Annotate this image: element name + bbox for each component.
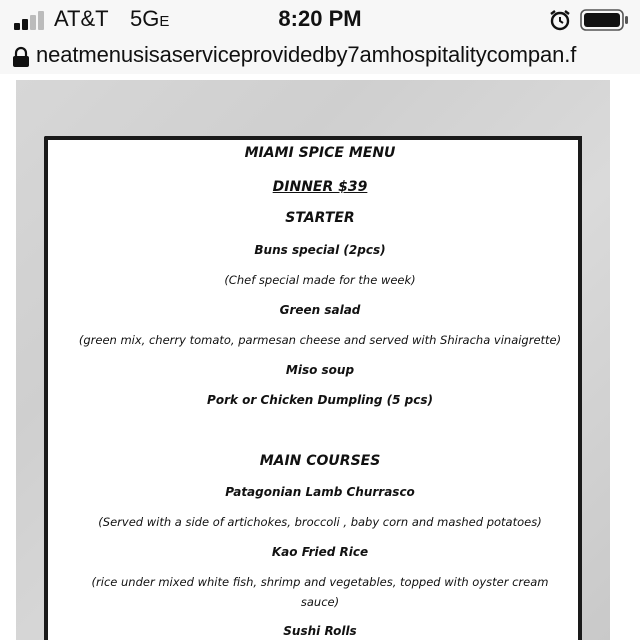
menu-item-desc: (green mix, cherry tomato, parmesan cheese and served with Shiracha vinaigrette): [78, 333, 562, 347]
menu-item-desc: (Chef special made for the week): [224, 273, 416, 287]
dinner-price: DINNER $39: [272, 179, 368, 195]
menu-item-desc: sauce): [300, 595, 340, 609]
menu-item-name: Sushi Rolls: [283, 624, 357, 638]
menu-item-name: Miso soup: [285, 363, 355, 377]
battery-icon: [580, 9, 630, 31]
starter-heading: STARTER: [285, 210, 355, 226]
url-text: neatmenusisaserviceprovidedby7amhospitalitycompan.f: [36, 42, 577, 67]
network-label: 5GE: [130, 6, 170, 31]
menu-item-desc: (Served with a side of artichokes, broccoli , baby corn and mashed potatoes): [98, 515, 542, 529]
main-courses-heading: MAIN COURSES: [259, 453, 381, 469]
menu-item-name: Green salad: [279, 303, 361, 317]
menu-item-name: Pork or Chicken Dumpling (5 pcs): [207, 393, 433, 407]
status-time: 8:20 PM: [278, 6, 362, 31]
carrier-label: AT&T: [54, 6, 109, 31]
menu-item-desc: (rice under mixed white fish, shrimp and vegetables, topped with oyster cream: [91, 575, 549, 589]
address-bar[interactable]: [0, 40, 640, 74]
alarm-clock-icon: [548, 8, 572, 32]
menu-title: MIAMI SPICE MENU: [244, 145, 396, 161]
status-bar: [0, 0, 640, 40]
menu-item-name: Kao Fried Rice: [271, 545, 369, 559]
menu-item-name: Buns special (2pcs): [254, 243, 386, 257]
lock-icon: [12, 46, 30, 68]
menu-item-name: Patagonian Lamb Churrasco: [225, 485, 415, 499]
